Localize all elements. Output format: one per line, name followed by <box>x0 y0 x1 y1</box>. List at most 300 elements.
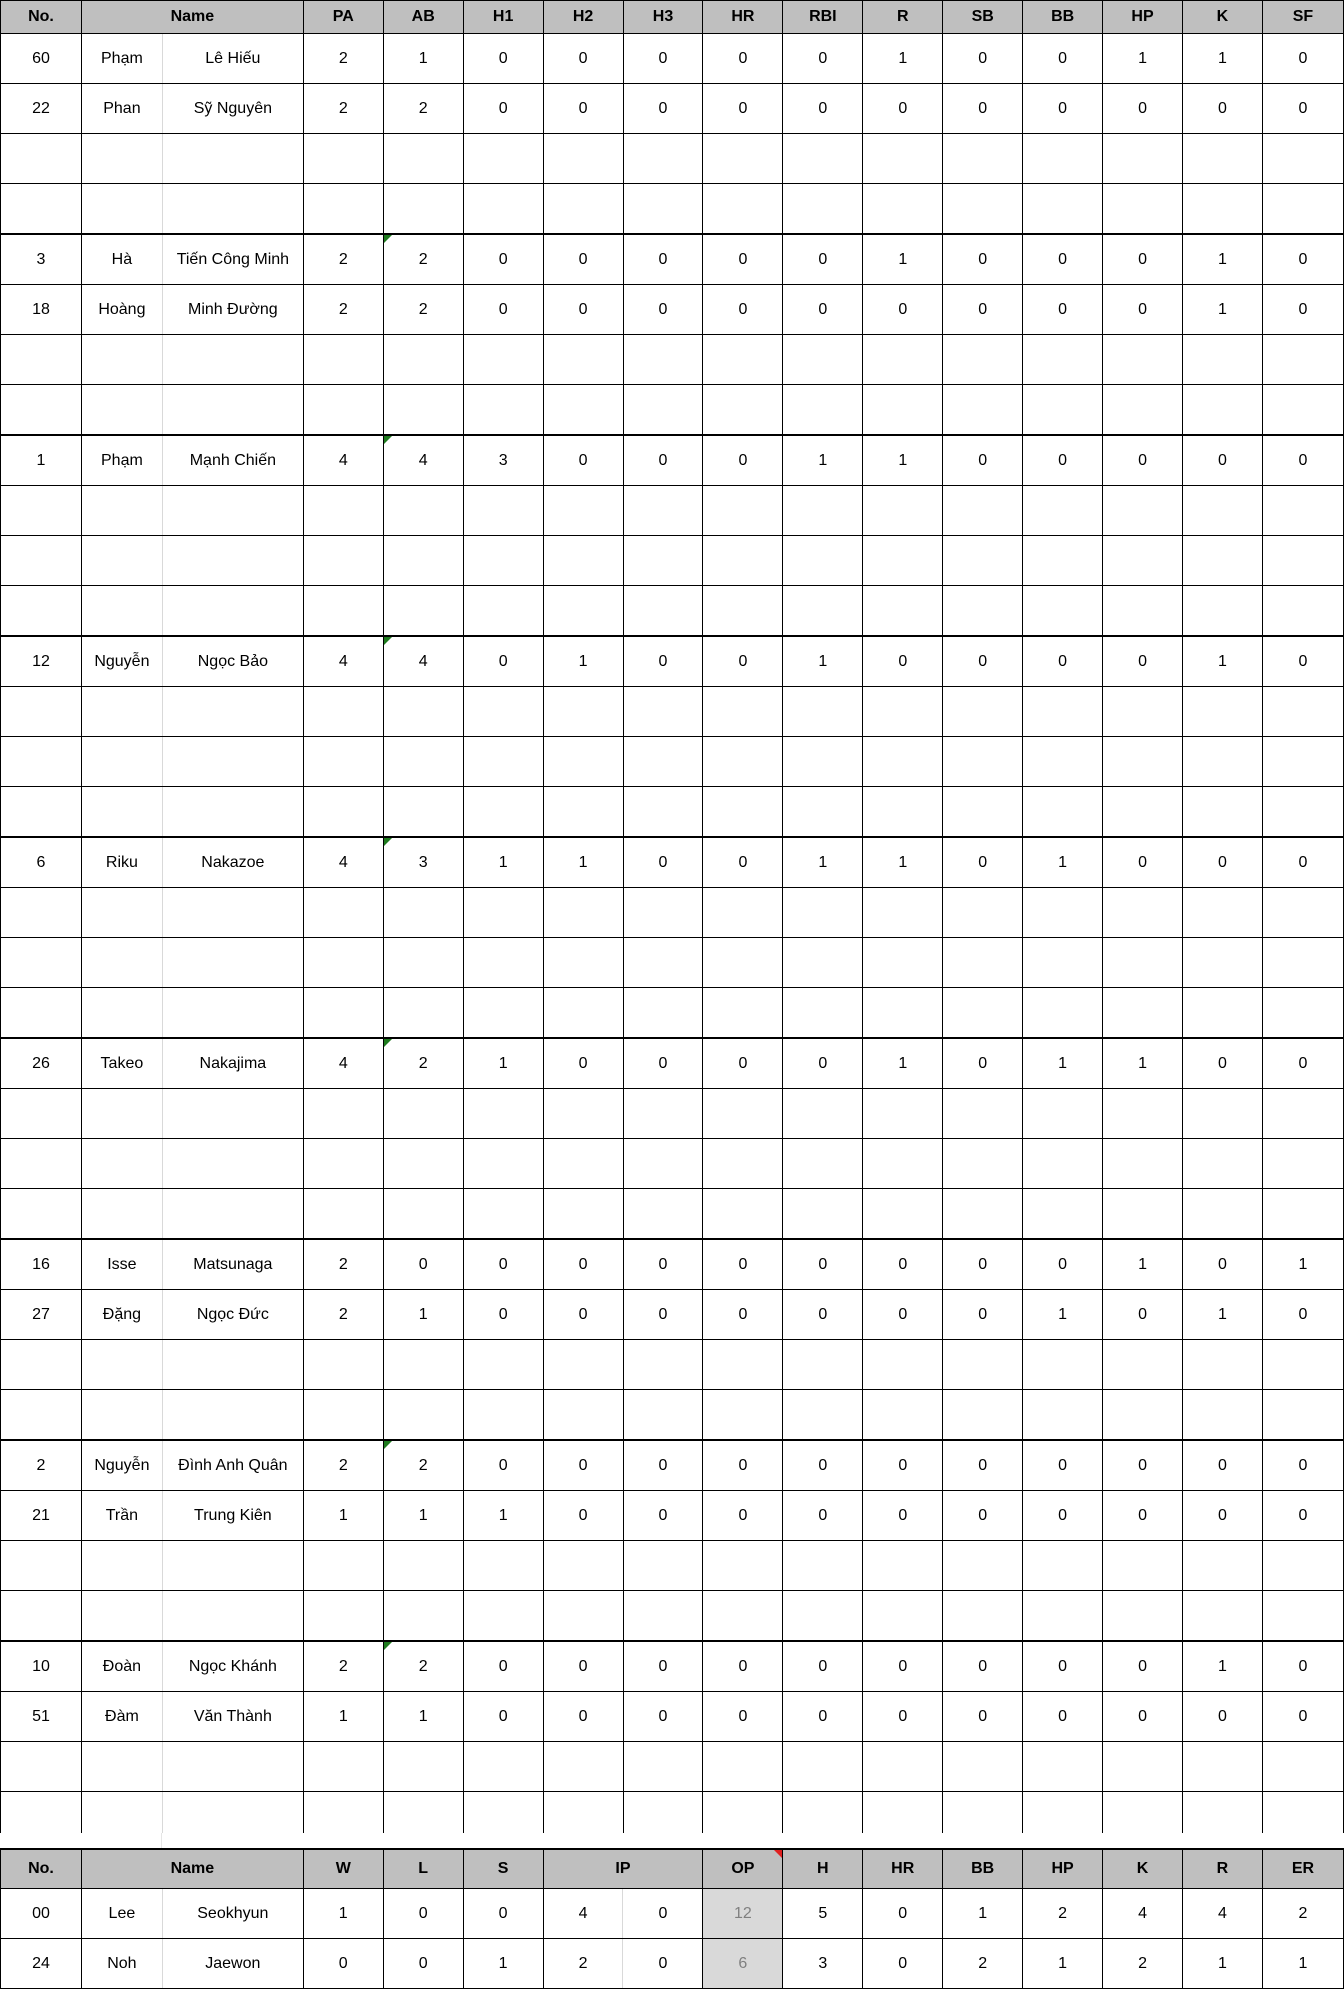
batter-k-cell[interactable]: 0 <box>1183 1239 1263 1290</box>
pitcher-ip-innings-cell[interactable]: 2 <box>543 1939 623 1989</box>
batter-last-name-cell[interactable] <box>162 586 303 637</box>
batter-k-cell[interactable] <box>1183 586 1263 637</box>
batter-first-name-cell[interactable] <box>81 184 162 235</box>
batter-hp-cell[interactable] <box>1103 1742 1183 1792</box>
batter-first-name-cell[interactable] <box>81 1139 162 1189</box>
batter-h1-cell[interactable] <box>463 1089 543 1139</box>
batter-h3-cell[interactable]: 0 <box>623 837 703 888</box>
batter-sf-cell[interactable] <box>1262 1340 1343 1390</box>
batter-sf-cell[interactable] <box>1262 385 1343 436</box>
batter-first-name-cell[interactable]: Phạm <box>81 34 162 84</box>
batter-h2-cell[interactable]: 0 <box>543 1692 623 1742</box>
batter-first-name-cell[interactable]: Hà <box>81 234 162 285</box>
batter-number-cell[interactable]: 22 <box>1 84 82 134</box>
batter-rbi-cell[interactable] <box>783 1742 863 1792</box>
batter-ab-cell[interactable] <box>383 1089 463 1139</box>
batter-ab-cell[interactable]: 4 <box>383 435 463 486</box>
batter-number-cell[interactable] <box>1 988 82 1039</box>
batter-sf-cell[interactable]: 0 <box>1262 84 1343 134</box>
batter-k-cell[interactable]: 1 <box>1183 285 1263 335</box>
batter-bb-cell[interactable] <box>1023 134 1103 184</box>
batter-h2-cell[interactable] <box>543 1591 623 1642</box>
batter-h2-cell[interactable] <box>543 1189 623 1240</box>
batter-sb-cell[interactable]: 0 <box>943 234 1023 285</box>
batter-r-cell[interactable] <box>863 335 943 385</box>
batter-pa-cell[interactable] <box>303 1340 383 1390</box>
batter-last-name-cell[interactable]: Trung Kiên <box>162 1491 303 1541</box>
batter-sb-cell[interactable]: 0 <box>943 1239 1023 1290</box>
batter-rbi-cell[interactable]: 0 <box>783 1440 863 1491</box>
batter-h3-cell[interactable] <box>623 737 703 787</box>
batter-number-cell[interactable] <box>1 787 82 838</box>
batter-first-name-cell[interactable] <box>81 737 162 787</box>
batter-hp-cell[interactable]: 0 <box>1103 1491 1183 1541</box>
batter-k-cell[interactable] <box>1183 486 1263 536</box>
batter-sb-cell[interactable]: 0 <box>943 1038 1023 1089</box>
batter-r-cell[interactable] <box>863 1340 943 1390</box>
batter-hr-cell[interactable]: 0 <box>703 1239 783 1290</box>
pitcher-op-cell[interactable]: 12 <box>703 1889 783 1939</box>
batter-h1-cell[interactable] <box>463 184 543 235</box>
batter-pa-cell[interactable] <box>303 888 383 938</box>
batter-number-cell[interactable] <box>1 1390 82 1441</box>
batter-ab-cell[interactable]: 4 <box>383 636 463 687</box>
batter-ab-cell[interactable] <box>383 1742 463 1792</box>
batter-h2-cell[interactable] <box>543 586 623 637</box>
batter-r-cell[interactable] <box>863 1089 943 1139</box>
batter-hp-cell[interactable] <box>1103 1390 1183 1441</box>
pitcher-r-cell[interactable]: 1 <box>1183 1939 1263 1989</box>
pitcher-k-cell[interactable]: 4 <box>1103 1889 1183 1939</box>
batter-ab-cell[interactable]: 2 <box>383 285 463 335</box>
batter-hr-cell[interactable] <box>703 687 783 737</box>
batter-k-cell[interactable] <box>1183 1742 1263 1792</box>
batter-h1-cell[interactable]: 1 <box>463 1038 543 1089</box>
batter-bb-cell[interactable] <box>1023 335 1103 385</box>
batter-hr-cell[interactable] <box>703 134 783 184</box>
batter-ab-cell[interactable] <box>383 586 463 637</box>
batter-hp-cell[interactable] <box>1103 1541 1183 1591</box>
batter-pa-cell[interactable] <box>303 737 383 787</box>
batter-number-cell[interactable] <box>1 1591 82 1642</box>
batter-h3-cell[interactable]: 0 <box>623 34 703 84</box>
batter-pa-cell[interactable] <box>303 938 383 988</box>
batter-h2-cell[interactable] <box>543 687 623 737</box>
batter-rbi-cell[interactable]: 0 <box>783 1641 863 1692</box>
batter-sb-cell[interactable] <box>943 687 1023 737</box>
batter-pa-cell[interactable]: 2 <box>303 84 383 134</box>
batter-sb-cell[interactable] <box>943 586 1023 637</box>
batter-h2-cell[interactable]: 0 <box>543 1239 623 1290</box>
batter-r-cell[interactable] <box>863 586 943 637</box>
batter-last-name-cell[interactable] <box>162 1390 303 1441</box>
batter-hr-cell[interactable] <box>703 988 783 1039</box>
batter-h1-cell[interactable]: 0 <box>463 1641 543 1692</box>
batter-hr-cell[interactable] <box>703 385 783 436</box>
batter-rbi-cell[interactable] <box>783 1189 863 1240</box>
batter-sb-cell[interactable] <box>943 335 1023 385</box>
batter-hr-cell[interactable] <box>703 486 783 536</box>
batter-pa-cell[interactable]: 4 <box>303 837 383 888</box>
batter-r-cell[interactable] <box>863 1189 943 1240</box>
batter-bb-cell[interactable] <box>1023 1390 1103 1441</box>
batter-h1-cell[interactable] <box>463 1390 543 1441</box>
batter-hp-cell[interactable]: 0 <box>1103 1440 1183 1491</box>
batter-h2-cell[interactable] <box>543 1089 623 1139</box>
batter-hr-cell[interactable]: 0 <box>703 1692 783 1742</box>
batter-rbi-cell[interactable]: 0 <box>783 1491 863 1541</box>
batter-h3-cell[interactable] <box>623 988 703 1039</box>
batter-r-cell[interactable] <box>863 938 943 988</box>
batter-r-cell[interactable]: 1 <box>863 837 943 888</box>
batter-first-name-cell[interactable] <box>81 1089 162 1139</box>
batter-r-cell[interactable]: 0 <box>863 1692 943 1742</box>
batter-pa-cell[interactable] <box>303 1742 383 1792</box>
pitcher-h-cell[interactable]: 3 <box>783 1939 863 1989</box>
batter-k-cell[interactable]: 0 <box>1183 1440 1263 1491</box>
batter-first-name-cell[interactable] <box>81 335 162 385</box>
batter-bb-cell[interactable] <box>1023 1340 1103 1390</box>
batter-rbi-cell[interactable]: 0 <box>783 1692 863 1742</box>
batter-rbi-cell[interactable]: 0 <box>783 285 863 335</box>
batter-number-cell[interactable] <box>1 737 82 787</box>
batter-h3-cell[interactable]: 0 <box>623 1440 703 1491</box>
pitcher-ip-outs-cell[interactable]: 0 <box>623 1889 703 1939</box>
batter-h3-cell[interactable] <box>623 687 703 737</box>
batter-k-cell[interactable]: 0 <box>1183 1692 1263 1742</box>
batter-ab-cell[interactable] <box>383 988 463 1039</box>
batter-rbi-cell[interactable]: 1 <box>783 636 863 687</box>
batter-sf-cell[interactable] <box>1262 486 1343 536</box>
batter-bb-cell[interactable] <box>1023 938 1103 988</box>
batter-ab-cell[interactable]: 3 <box>383 837 463 888</box>
batter-bb-cell[interactable] <box>1023 1591 1103 1642</box>
batter-h2-cell[interactable] <box>543 888 623 938</box>
batter-sf-cell[interactable]: 0 <box>1262 1038 1343 1089</box>
batter-hr-cell[interactable] <box>703 1591 783 1642</box>
batter-pa-cell[interactable]: 2 <box>303 34 383 84</box>
batter-h2-cell[interactable] <box>543 1340 623 1390</box>
batter-first-name-cell[interactable]: Nguyễn <box>81 1440 162 1491</box>
batter-h3-cell[interactable]: 0 <box>623 234 703 285</box>
batter-k-cell[interactable] <box>1183 134 1263 184</box>
batter-number-cell[interactable]: 1 <box>1 435 82 486</box>
batter-r-cell[interactable] <box>863 787 943 838</box>
batter-k-cell[interactable] <box>1183 1541 1263 1591</box>
batter-ab-cell[interactable]: 1 <box>383 34 463 84</box>
batter-sb-cell[interactable]: 0 <box>943 636 1023 687</box>
batter-hp-cell[interactable]: 0 <box>1103 234 1183 285</box>
batter-r-cell[interactable] <box>863 687 943 737</box>
batter-r-cell[interactable] <box>863 184 943 235</box>
batter-pa-cell[interactable] <box>303 486 383 536</box>
batter-k-cell[interactable]: 0 <box>1183 435 1263 486</box>
batter-hr-cell[interactable] <box>703 938 783 988</box>
batter-ab-cell[interactable]: 1 <box>383 1692 463 1742</box>
batter-bb-cell[interactable]: 0 <box>1023 636 1103 687</box>
batter-first-name-cell[interactable] <box>81 1742 162 1792</box>
batter-h1-cell[interactable]: 0 <box>463 1692 543 1742</box>
batter-rbi-cell[interactable] <box>783 536 863 586</box>
batter-k-cell[interactable] <box>1183 1089 1263 1139</box>
batter-number-cell[interactable] <box>1 536 82 586</box>
batter-sb-cell[interactable]: 0 <box>943 1641 1023 1692</box>
batter-ab-cell[interactable] <box>383 938 463 988</box>
batter-hr-cell[interactable]: 0 <box>703 1440 783 1491</box>
batter-bb-cell[interactable]: 0 <box>1023 1641 1103 1692</box>
batter-number-cell[interactable]: 26 <box>1 1038 82 1089</box>
batter-ab-cell[interactable] <box>383 1139 463 1189</box>
batter-r-cell[interactable]: 1 <box>863 34 943 84</box>
batter-last-name-cell[interactable]: Đình Anh Quân <box>162 1440 303 1491</box>
batter-hr-cell[interactable] <box>703 586 783 637</box>
batter-rbi-cell[interactable] <box>783 787 863 838</box>
batter-sf-cell[interactable] <box>1262 1139 1343 1189</box>
batter-rbi-cell[interactable] <box>783 184 863 235</box>
batter-last-name-cell[interactable] <box>162 888 303 938</box>
batter-pa-cell[interactable] <box>303 1591 383 1642</box>
batter-sf-cell[interactable] <box>1262 335 1343 385</box>
batter-first-name-cell[interactable]: Trần <box>81 1491 162 1541</box>
batter-sb-cell[interactable] <box>943 1189 1023 1240</box>
batter-hr-cell[interactable] <box>703 737 783 787</box>
batter-h3-cell[interactable] <box>623 888 703 938</box>
batter-hp-cell[interactable]: 0 <box>1103 636 1183 687</box>
batter-last-name-cell[interactable] <box>162 938 303 988</box>
batter-sf-cell[interactable]: 0 <box>1262 837 1343 888</box>
batter-pa-cell[interactable]: 2 <box>303 234 383 285</box>
batter-r-cell[interactable]: 0 <box>863 1641 943 1692</box>
batter-bb-cell[interactable] <box>1023 536 1103 586</box>
batter-sb-cell[interactable] <box>943 737 1023 787</box>
batter-h2-cell[interactable]: 1 <box>543 837 623 888</box>
batter-sb-cell[interactable] <box>943 1591 1023 1642</box>
batter-h1-cell[interactable]: 0 <box>463 234 543 285</box>
batter-rbi-cell[interactable] <box>783 1390 863 1441</box>
pitcher-first-name-cell[interactable]: Noh <box>81 1939 162 1989</box>
batter-k-cell[interactable]: 0 <box>1183 1491 1263 1541</box>
batter-hr-cell[interactable]: 0 <box>703 1641 783 1692</box>
batter-last-name-cell[interactable]: Minh Đường <box>162 285 303 335</box>
batter-h3-cell[interactable]: 0 <box>623 435 703 486</box>
batter-sf-cell[interactable] <box>1262 1591 1343 1642</box>
batter-hp-cell[interactable]: 0 <box>1103 837 1183 888</box>
batter-bb-cell[interactable] <box>1023 687 1103 737</box>
batter-last-name-cell[interactable] <box>162 385 303 436</box>
batter-k-cell[interactable] <box>1183 1340 1263 1390</box>
batter-sb-cell[interactable] <box>943 1742 1023 1792</box>
batter-number-cell[interactable] <box>1 1742 82 1792</box>
batter-first-name-cell[interactable] <box>81 1189 162 1240</box>
batter-hr-cell[interactable] <box>703 888 783 938</box>
batter-ab-cell[interactable]: 0 <box>383 1239 463 1290</box>
batter-pa-cell[interactable] <box>303 134 383 184</box>
batter-ab-cell[interactable] <box>383 335 463 385</box>
batter-h2-cell[interactable]: 1 <box>543 636 623 687</box>
batter-number-cell[interactable] <box>1 335 82 385</box>
batter-first-name-cell[interactable] <box>81 888 162 938</box>
batter-hp-cell[interactable]: 0 <box>1103 285 1183 335</box>
batter-hp-cell[interactable] <box>1103 486 1183 536</box>
batter-pa-cell[interactable]: 2 <box>303 285 383 335</box>
batter-h3-cell[interactable] <box>623 586 703 637</box>
batter-k-cell[interactable] <box>1183 938 1263 988</box>
batter-r-cell[interactable] <box>863 988 943 1039</box>
batter-hp-cell[interactable]: 1 <box>1103 34 1183 84</box>
batter-bb-cell[interactable] <box>1023 184 1103 235</box>
batter-first-name-cell[interactable] <box>81 988 162 1039</box>
batter-bb-cell[interactable]: 1 <box>1023 1038 1103 1089</box>
batter-h2-cell[interactable] <box>543 536 623 586</box>
batter-h2-cell[interactable]: 0 <box>543 285 623 335</box>
batter-rbi-cell[interactable] <box>783 385 863 436</box>
batter-sb-cell[interactable] <box>943 1340 1023 1390</box>
batter-bb-cell[interactable] <box>1023 1742 1103 1792</box>
batter-rbi-cell[interactable]: 0 <box>783 1038 863 1089</box>
batter-last-name-cell[interactable]: Matsunaga <box>162 1239 303 1290</box>
batter-sb-cell[interactable] <box>943 536 1023 586</box>
pitcher-r-cell[interactable]: 4 <box>1183 1889 1263 1939</box>
batter-hr-cell[interactable]: 0 <box>703 34 783 84</box>
batter-pa-cell[interactable]: 4 <box>303 636 383 687</box>
batter-r-cell[interactable]: 0 <box>863 1290 943 1340</box>
batter-r-cell[interactable]: 0 <box>863 84 943 134</box>
batter-hp-cell[interactable]: 0 <box>1103 1290 1183 1340</box>
pitcher-bb-cell[interactable]: 2 <box>943 1939 1023 1989</box>
batter-last-name-cell[interactable] <box>162 687 303 737</box>
pitcher-ip-outs-cell[interactable]: 0 <box>623 1939 703 1989</box>
batter-h2-cell[interactable]: 0 <box>543 1440 623 1491</box>
batter-r-cell[interactable] <box>863 536 943 586</box>
batter-sf-cell[interactable] <box>1262 1189 1343 1240</box>
batter-sf-cell[interactable] <box>1262 737 1343 787</box>
batter-first-name-cell[interactable] <box>81 687 162 737</box>
batter-sb-cell[interactable]: 0 <box>943 285 1023 335</box>
batter-k-cell[interactable]: 1 <box>1183 636 1263 687</box>
batter-sb-cell[interactable] <box>943 486 1023 536</box>
batter-rbi-cell[interactable]: 1 <box>783 435 863 486</box>
batter-h2-cell[interactable] <box>543 335 623 385</box>
batter-hp-cell[interactable] <box>1103 787 1183 838</box>
batter-hp-cell[interactable]: 1 <box>1103 1239 1183 1290</box>
batter-rbi-cell[interactable]: 1 <box>783 837 863 888</box>
batter-h2-cell[interactable]: 0 <box>543 1491 623 1541</box>
batter-ab-cell[interactable] <box>383 1189 463 1240</box>
batter-sf-cell[interactable]: 0 <box>1262 1641 1343 1692</box>
batter-rbi-cell[interactable]: 0 <box>783 34 863 84</box>
batter-k-cell[interactable]: 1 <box>1183 234 1263 285</box>
batter-k-cell[interactable]: 0 <box>1183 84 1263 134</box>
batter-h1-cell[interactable] <box>463 335 543 385</box>
batter-last-name-cell[interactable] <box>162 134 303 184</box>
batter-h3-cell[interactable] <box>623 1742 703 1792</box>
batter-bb-cell[interactable]: 0 <box>1023 1239 1103 1290</box>
batter-bb-cell[interactable]: 0 <box>1023 84 1103 134</box>
batter-first-name-cell[interactable]: Đàm <box>81 1692 162 1742</box>
batter-ab-cell[interactable] <box>383 1340 463 1390</box>
pitcher-w-cell[interactable]: 0 <box>303 1939 383 1989</box>
batter-first-name-cell[interactable]: Phạm <box>81 435 162 486</box>
batter-sf-cell[interactable]: 0 <box>1262 1491 1343 1541</box>
batter-hr-cell[interactable]: 0 <box>703 636 783 687</box>
batter-h3-cell[interactable] <box>623 938 703 988</box>
batter-ab-cell[interactable]: 2 <box>383 1440 463 1491</box>
batter-r-cell[interactable]: 0 <box>863 285 943 335</box>
batter-r-cell[interactable] <box>863 1591 943 1642</box>
batter-sb-cell[interactable] <box>943 385 1023 436</box>
batter-sf-cell[interactable] <box>1262 687 1343 737</box>
batter-rbi-cell[interactable] <box>783 988 863 1039</box>
batter-hr-cell[interactable] <box>703 1541 783 1591</box>
batter-hp-cell[interactable] <box>1103 888 1183 938</box>
batter-h3-cell[interactable] <box>623 134 703 184</box>
batter-sf-cell[interactable] <box>1262 888 1343 938</box>
batter-ab-cell[interactable]: 2 <box>383 234 463 285</box>
batter-k-cell[interactable] <box>1183 888 1263 938</box>
batter-h1-cell[interactable] <box>463 1742 543 1792</box>
batter-h2-cell[interactable]: 0 <box>543 1641 623 1692</box>
pitcher-w-cell[interactable]: 1 <box>303 1889 383 1939</box>
batter-sf-cell[interactable] <box>1262 938 1343 988</box>
batter-h3-cell[interactable]: 0 <box>623 636 703 687</box>
batter-sb-cell[interactable] <box>943 1139 1023 1189</box>
batter-number-cell[interactable]: 10 <box>1 1641 82 1692</box>
batter-last-name-cell[interactable] <box>162 1089 303 1139</box>
batter-hr-cell[interactable]: 0 <box>703 837 783 888</box>
batter-hp-cell[interactable]: 1 <box>1103 1038 1183 1089</box>
batter-first-name-cell[interactable] <box>81 134 162 184</box>
batter-h3-cell[interactable]: 0 <box>623 1038 703 1089</box>
batter-hp-cell[interactable] <box>1103 988 1183 1039</box>
batter-h1-cell[interactable]: 0 <box>463 636 543 687</box>
batter-bb-cell[interactable]: 0 <box>1023 285 1103 335</box>
batter-bb-cell[interactable] <box>1023 787 1103 838</box>
pitcher-s-cell[interactable]: 1 <box>463 1939 543 1989</box>
batter-sb-cell[interactable] <box>943 1089 1023 1139</box>
batter-h3-cell[interactable]: 0 <box>623 1290 703 1340</box>
batter-h1-cell[interactable]: 0 <box>463 34 543 84</box>
batter-hr-cell[interactable]: 0 <box>703 84 783 134</box>
batter-last-name-cell[interactable] <box>162 1591 303 1642</box>
batter-number-cell[interactable] <box>1 687 82 737</box>
batter-bb-cell[interactable] <box>1023 586 1103 637</box>
batter-bb-cell[interactable] <box>1023 1189 1103 1240</box>
batter-last-name-cell[interactable] <box>162 1340 303 1390</box>
batter-h3-cell[interactable]: 0 <box>623 1692 703 1742</box>
batter-h3-cell[interactable] <box>623 1390 703 1441</box>
pitcher-s-cell[interactable]: 0 <box>463 1889 543 1939</box>
batter-bb-cell[interactable] <box>1023 385 1103 436</box>
batter-last-name-cell[interactable] <box>162 787 303 838</box>
batter-ab-cell[interactable] <box>383 888 463 938</box>
batter-h3-cell[interactable] <box>623 1591 703 1642</box>
batter-first-name-cell[interactable] <box>81 586 162 637</box>
batter-number-cell[interactable] <box>1 938 82 988</box>
batter-rbi-cell[interactable]: 0 <box>783 84 863 134</box>
batter-k-cell[interactable] <box>1183 737 1263 787</box>
batter-pa-cell[interactable] <box>303 1189 383 1240</box>
batter-number-cell[interactable]: 18 <box>1 285 82 335</box>
batter-bb-cell[interactable]: 1 <box>1023 837 1103 888</box>
batter-sf-cell[interactable] <box>1262 134 1343 184</box>
pitcher-er-cell[interactable]: 2 <box>1262 1889 1343 1939</box>
batter-pa-cell[interactable]: 4 <box>303 1038 383 1089</box>
batter-h3-cell[interactable] <box>623 536 703 586</box>
batter-hp-cell[interactable]: 0 <box>1103 1641 1183 1692</box>
batter-h1-cell[interactable] <box>463 586 543 637</box>
pitcher-last-name-cell[interactable]: Seokhyun <box>162 1889 303 1939</box>
batter-pa-cell[interactable] <box>303 385 383 436</box>
